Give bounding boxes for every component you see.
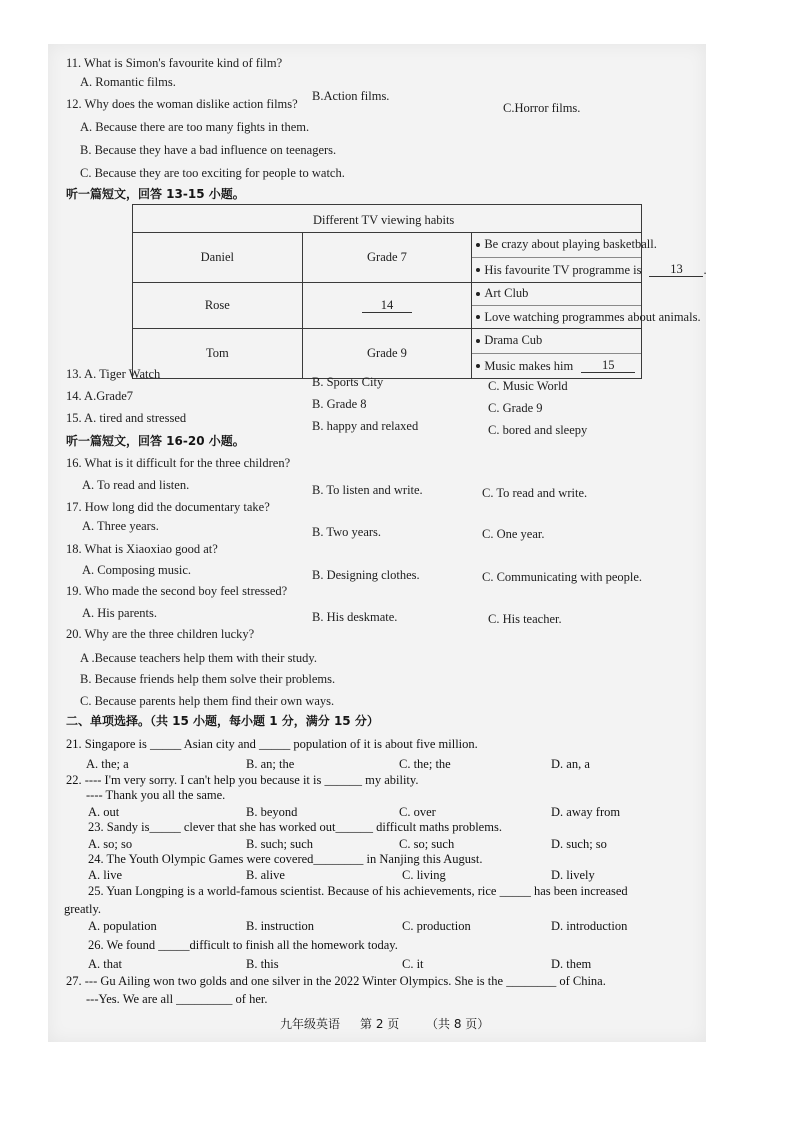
q16-option-a: A. To read and listen.: [82, 478, 190, 492]
q13-option-c: C. Music World: [488, 379, 568, 393]
q11-option-c: C.Horror films.: [503, 101, 581, 115]
bullet-icon: [476, 339, 480, 343]
tv-habits-table: [132, 204, 707, 379]
q19-stem: 19. Who made the second boy feel stressed?: [66, 584, 288, 598]
q21-option-c: C. the; the: [399, 757, 451, 771]
q18-option-b: B. Designing clothes.: [312, 568, 420, 582]
q25-option-a: A. population: [88, 919, 157, 933]
bullet-icon: [476, 315, 480, 319]
q13-option-a: 13. A. Tiger Watch: [66, 367, 161, 381]
q26-stem: 26. We found _____difficult to finish all the homework today.: [88, 938, 398, 952]
table-title: Different TV viewing habits: [313, 213, 455, 227]
q24-option-a: A. live: [88, 868, 123, 882]
q21-option-d: D. an, a: [551, 757, 590, 771]
q15-option-c: C. bored and sleepy: [488, 423, 588, 437]
q12-option-a: A. Because there are too many fights in them.: [80, 120, 310, 134]
bullet-icon: [476, 243, 480, 247]
q27-stem: 27. --- Gu Ailing won two golds and one silver in the 2022 Winter Olympics. She is the ________ of China.: [66, 974, 606, 988]
q24-stem: 24. The Youth Olympic Games were covered________ in Nanjing this August.: [88, 852, 483, 866]
q23-option-d: D. such; so: [551, 837, 607, 851]
q15-option-a: 15. A. tired and stressed: [66, 411, 187, 425]
q19-option-c: C. His teacher.: [488, 612, 562, 626]
table-cell-name: [133, 283, 303, 329]
q11-stem: 11. What is Simon's favourite kind of film?: [66, 56, 283, 70]
table-row: [133, 233, 642, 283]
q12-option-c: C. Because they are too exciting for people to watch.: [80, 166, 345, 180]
q16-option-b: B. To listen and write.: [312, 483, 423, 497]
table-note: [472, 283, 641, 307]
bullet-icon: [476, 268, 480, 272]
table-cell-notes: [472, 233, 707, 283]
section-heading-13-15: 听一篇短文，回答 13-15 小题。: [66, 187, 245, 201]
q23-option-c: C. so; such: [399, 837, 455, 851]
answer-blank-13: 13: [649, 263, 703, 277]
note-text: Drama Cub: [484, 333, 543, 348]
answer-blank-15: 15: [581, 359, 635, 373]
q21-option-a: A. the; a: [86, 757, 129, 771]
q18-stem: 18. What is Xiaoxiao good at?: [66, 542, 218, 556]
student-grade: Grade 7: [367, 250, 407, 264]
q11-option-b: B.Action films.: [312, 89, 390, 103]
table-cell-notes: [472, 329, 642, 379]
q26-option-d: D. them: [551, 957, 592, 971]
q15-option-b: B. happy and relaxed: [312, 419, 419, 433]
table-row: [133, 283, 642, 329]
note-text: Art Club: [484, 286, 529, 301]
q20-option-c: C. Because parents help them find their own ways.: [80, 694, 335, 708]
table-note: [472, 354, 641, 379]
q13-option-b: B. Sports City: [312, 375, 384, 389]
table-cell-grade: [302, 329, 472, 379]
q22-option-b: B. beyond: [246, 805, 298, 819]
q23-stem: 23. Sandy is_____ clever that she has worked out______ difficult maths problems.: [88, 820, 502, 834]
student-name: Daniel: [200, 250, 234, 264]
q22-option-d: D. away from: [551, 805, 621, 819]
q17-option-a: A. Three years.: [82, 519, 159, 533]
q17-stem: 17. How long did the documentary take?: [66, 500, 270, 514]
q22-option-c: C. over: [399, 805, 436, 819]
table-cell-name: [133, 233, 303, 283]
q23-option-a: A. so; so: [88, 837, 133, 851]
q25-option-b: B. instruction: [246, 919, 315, 933]
q20-option-a: A .Because teachers help them with their study.: [80, 651, 317, 665]
q20-option-b: B. Because friends help them solve their problems.: [80, 672, 336, 686]
q25-option-d: D. introduction: [551, 919, 628, 933]
table-cell-grade: [302, 233, 472, 283]
q22-reply: ---- Thank you all the same.: [86, 788, 226, 802]
table-note: [472, 233, 657, 259]
q19-option-b: B. His deskmate.: [312, 610, 398, 624]
q17-option-b: B. Two years.: [312, 525, 382, 539]
q17-option-c: C. One year.: [482, 527, 545, 541]
table-cell-notes: [472, 283, 701, 329]
q22-option-a: A. out: [88, 805, 120, 819]
q11-option-a: A. Romantic films.: [80, 75, 176, 89]
q16-option-c: C. To read and write.: [482, 486, 588, 500]
q21-stem: 21. Singapore is _____ Asian city and _____ population of it is about five million.: [66, 737, 478, 751]
table-row: [133, 329, 642, 379]
q24-option-b: B. alive: [246, 868, 285, 882]
q24-option-d: D. lively: [551, 868, 595, 882]
table-note: [472, 329, 641, 355]
note-suffix: .: [703, 262, 707, 277]
q27-reply: ---Yes. We are all _________ of her.: [86, 992, 268, 1006]
q14-option-b: B. Grade 8: [312, 397, 367, 411]
bullet-icon: [476, 292, 480, 296]
footer-page-total: （共 8 页）: [426, 1017, 490, 1031]
q19-option-a: A. His parents.: [82, 606, 157, 620]
answer-blank-14: 14: [362, 299, 412, 313]
q25-stem-continued: greatly.: [64, 902, 102, 916]
footer-subject: 九年级英语: [280, 1017, 341, 1031]
q25-option-c: C. production: [402, 919, 471, 933]
table-note: [472, 306, 701, 329]
q18-option-a: A. Composing music.: [82, 563, 192, 577]
section-heading-single-choice: 二、单项选择。（共 15 小题，每小题 1 分，满分 15 分）: [66, 714, 379, 728]
q26-option-b: B. this: [246, 957, 279, 971]
q23-option-b: B. such; such: [246, 837, 314, 851]
q16-stem: 16. What is it difficult for the three children?: [66, 456, 291, 470]
q12-option-b: B. Because they have a bad influence on teenagers.: [80, 143, 337, 157]
note-text: Be crazy about playing basketball.: [484, 237, 657, 252]
student-name: Rose: [204, 298, 230, 312]
q26-option-c: C. it: [402, 957, 424, 971]
q21-option-b: B. an; the: [246, 757, 295, 771]
q20-stem: 20. Why are the three children lucky?: [66, 627, 255, 641]
student-grade: Grade 9: [367, 346, 407, 360]
note-text: His favourite TV programme is: [484, 262, 642, 277]
section-heading-16-20: 听一篇短文，回答 16-20 小题。: [66, 434, 245, 448]
student-name: Tom: [205, 346, 229, 360]
bullet-icon: [476, 364, 480, 368]
q25-stem: 25. Yuan Longping is a world-famous scientist. Because of his achievements, rice _____ has been increased: [88, 884, 628, 898]
q14-option-c: C. Grade 9: [488, 401, 543, 415]
q24-option-c: C. living: [402, 868, 446, 882]
note-text: Music makes him: [484, 358, 574, 373]
q26-option-a: A. that: [88, 957, 123, 971]
q14-option-a: 14. A.Grade7: [66, 389, 133, 403]
q12-stem: 12. Why does the woman dislike action films?: [66, 97, 298, 111]
footer-page-number: 第 2 页: [360, 1017, 400, 1031]
note-text: Love watching programmes about animals.: [484, 309, 701, 324]
table-cell-grade: [302, 283, 472, 329]
q22-stem: 22. ---- I'm very sorry. I can't help you because it is ______ my ability.: [66, 773, 419, 787]
table-title-cell: [133, 205, 642, 233]
table-note: [472, 258, 707, 283]
q18-option-c: C. Communicating with people.: [482, 570, 643, 584]
